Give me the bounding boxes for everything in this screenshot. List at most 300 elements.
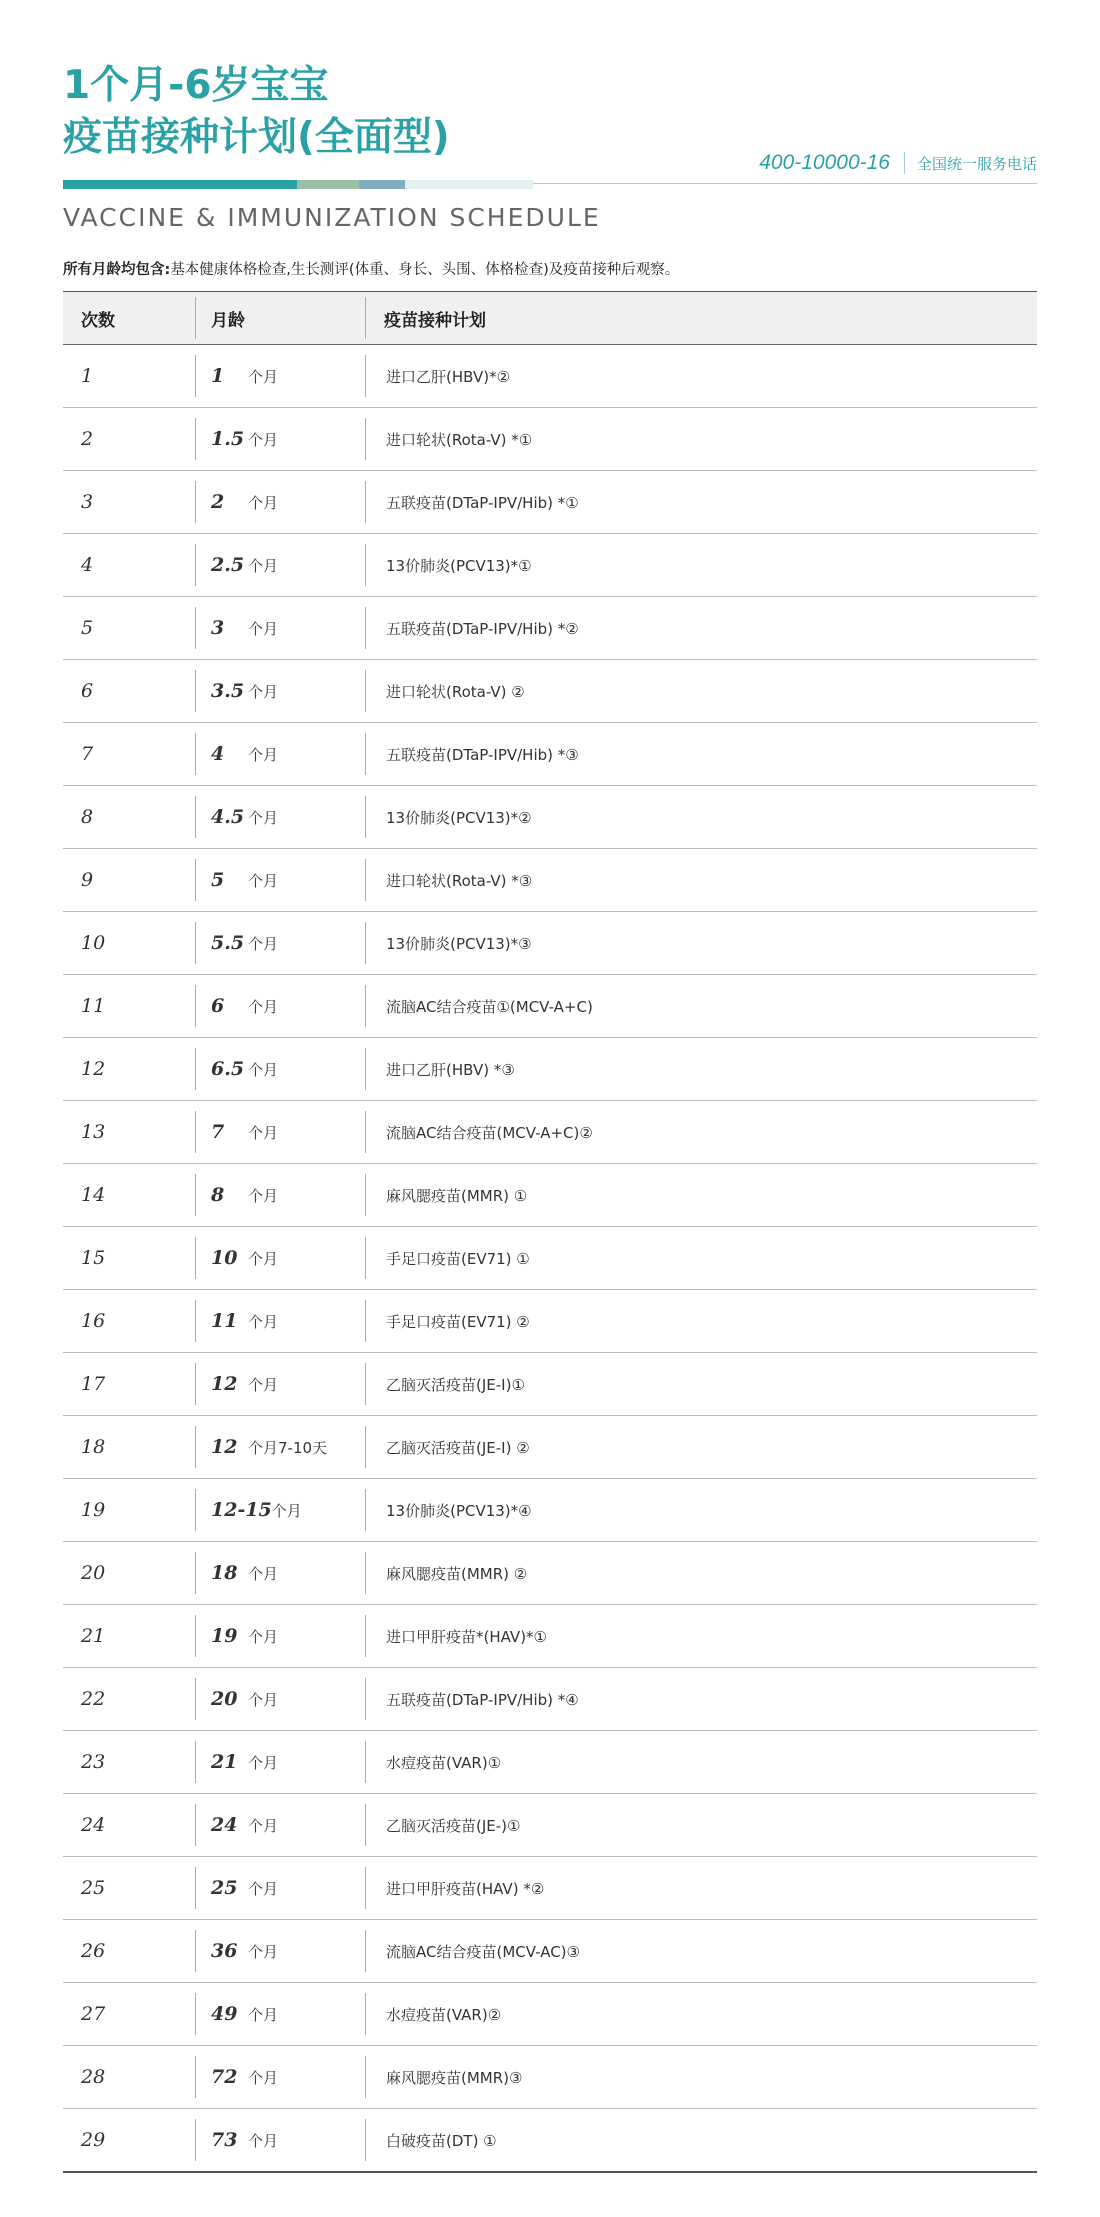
row-age-value: 7 <box>211 1121 225 1143</box>
row-age-unit: 个月 <box>248 808 279 827</box>
column-divider <box>365 1426 366 1468</box>
column-divider <box>365 1867 366 1909</box>
row-age <box>211 1668 278 1730</box>
row-age-unit: 个月 <box>248 1942 279 1961</box>
page-title <box>63 60 450 164</box>
table-row <box>63 1857 1037 1920</box>
row-vaccine-name: 进口轮状(Rota-V) *① <box>386 430 533 449</box>
column-divider <box>365 544 366 586</box>
table-row <box>63 597 1037 660</box>
row-vaccine <box>386 723 579 785</box>
row-age <box>211 1353 278 1415</box>
row-age-unit: 个月 <box>248 1690 279 1709</box>
row-count-value: 20 <box>81 1562 106 1584</box>
row-vaccine-name: 13价肺炎(PCV13)*② <box>386 808 532 827</box>
row-age-value: 1.5 <box>211 428 245 450</box>
row-age-unit: 个月7-10天 <box>248 1438 328 1457</box>
table-row <box>63 1731 1037 1794</box>
row-age-unit: 个月 <box>248 1564 279 1583</box>
row-vaccine-name: 进口轮状(Rota-V) ② <box>386 682 525 701</box>
row-count <box>81 1290 105 1352</box>
table-row <box>63 1479 1037 1542</box>
column-divider <box>195 2056 196 2098</box>
row-age <box>211 975 278 1037</box>
schedule-note <box>63 258 679 279</box>
column-divider <box>365 607 366 649</box>
row-vaccine <box>386 1542 527 1604</box>
row-age-unit: 个月 <box>248 2131 279 2150</box>
row-count-value: 7 <box>81 743 94 765</box>
column-divider <box>365 922 366 964</box>
row-vaccine-name: 乙脑灭活疫苗(JE-I)① <box>386 1375 525 1394</box>
row-count <box>81 534 93 596</box>
row-vaccine-name: 五联疫苗(DTaP-IPV/Hib) *③ <box>386 745 579 764</box>
row-vaccine <box>386 1857 544 1919</box>
column-divider <box>365 670 366 712</box>
row-vaccine <box>386 912 532 974</box>
row-age <box>211 1605 278 1667</box>
row-age <box>211 534 278 596</box>
accent-bar-segment-teal <box>63 180 297 189</box>
row-vaccine <box>386 1605 547 1667</box>
row-count <box>81 1479 105 1541</box>
row-age-value: 49 <box>211 2003 238 2025</box>
row-vaccine-name: 白破疫苗(DT) ① <box>386 2131 497 2150</box>
row-age-unit: 个月 <box>248 367 279 386</box>
row-age <box>211 408 278 470</box>
row-vaccine <box>386 1920 580 1982</box>
column-divider <box>195 859 196 901</box>
row-age-unit: 个月 <box>248 997 279 1016</box>
column-divider <box>365 1489 366 1531</box>
row-age-unit: 个月 <box>248 745 279 764</box>
table-row <box>63 1542 1037 1605</box>
row-vaccine <box>386 345 510 407</box>
row-vaccine-name: 麻风腮疫苗(MMR)③ <box>386 2068 523 2087</box>
row-vaccine-name: 水痘疫苗(VAR)② <box>386 2005 502 2024</box>
row-age-value: 18 <box>211 1562 238 1584</box>
row-age-value: 3 <box>211 617 225 639</box>
row-count <box>81 1542 105 1604</box>
accent-bar-segment-steel <box>359 180 405 189</box>
accent-bar-segment-pale <box>405 180 533 189</box>
column-divider <box>195 733 196 775</box>
row-count-value: 4 <box>81 554 94 576</box>
column-divider <box>195 607 196 649</box>
column-divider <box>195 418 196 460</box>
row-vaccine-name: 麻风腮疫苗(MMR) ① <box>386 1186 528 1205</box>
row-age <box>211 1038 278 1100</box>
row-age-value: 1 <box>211 365 225 387</box>
row-age <box>211 1164 278 1226</box>
hotline-label: 全国统一服务电话 <box>916 154 1037 173</box>
table-row <box>63 912 1037 975</box>
column-divider <box>365 1993 366 2035</box>
column-divider <box>365 1300 366 1342</box>
row-vaccine <box>386 1794 520 1856</box>
column-divider <box>365 418 366 460</box>
row-age <box>211 597 278 659</box>
row-age-unit: 个月 <box>248 1123 279 1142</box>
row-age-unit: 个月 <box>248 556 279 575</box>
row-age <box>211 1479 302 1541</box>
table-row <box>63 975 1037 1038</box>
row-vaccine-name: 水痘疫苗(VAR)① <box>386 1753 502 1772</box>
row-age-unit: 个月 <box>271 1501 302 1520</box>
row-count <box>81 912 105 974</box>
row-count <box>81 660 93 722</box>
row-count-value: 25 <box>81 1877 106 1899</box>
row-age <box>211 1227 278 1289</box>
row-age <box>211 1101 278 1163</box>
row-age-unit: 个月 <box>248 1816 279 1835</box>
column-divider <box>195 297 196 339</box>
column-divider <box>365 1741 366 1783</box>
row-age-unit: 个月 <box>248 493 279 512</box>
column-divider <box>195 1930 196 1972</box>
row-vaccine-name: 麻风腮疫苗(MMR) ② <box>386 1564 528 1583</box>
schedule-page <box>63 0 1037 2217</box>
row-age <box>211 2046 278 2108</box>
row-count-value: 1 <box>81 365 94 387</box>
row-vaccine <box>386 1668 579 1730</box>
hotline <box>759 151 1037 175</box>
row-age-unit: 个月 <box>248 1060 279 1079</box>
column-divider <box>365 1048 366 1090</box>
row-vaccine-name: 进口甲肝疫苗(HAV) *② <box>386 1879 545 1898</box>
column-divider <box>365 297 366 339</box>
row-count <box>81 1227 105 1289</box>
row-count-value: 19 <box>81 1499 106 1521</box>
row-age-value: 20 <box>211 1688 238 1710</box>
row-count <box>81 1794 105 1856</box>
column-divider <box>195 1741 196 1783</box>
row-age-unit: 个月 <box>248 682 279 701</box>
row-count <box>81 975 105 1037</box>
row-count-value: 8 <box>81 806 94 828</box>
row-age-value: 12 <box>211 1436 238 1458</box>
table-row <box>63 1227 1037 1290</box>
row-vaccine <box>386 786 532 848</box>
table-body <box>63 345 1037 2173</box>
table-row <box>63 1101 1037 1164</box>
row-age-unit: 个月 <box>248 1753 279 1772</box>
row-vaccine-name: 13价肺炎(PCV13)*④ <box>386 1501 532 1520</box>
row-count <box>81 1920 105 1982</box>
column-divider <box>195 1363 196 1405</box>
column-divider <box>195 1174 196 1216</box>
row-count <box>81 1038 105 1100</box>
row-vaccine <box>386 1416 530 1478</box>
row-vaccine-name: 进口乙肝(HBV)*② <box>386 367 511 386</box>
column-divider <box>195 1804 196 1846</box>
table-row <box>63 1794 1037 1857</box>
row-age-unit: 个月 <box>248 2068 279 2087</box>
row-count-value: 21 <box>81 1625 106 1647</box>
table-row <box>63 1983 1037 2046</box>
row-count-value: 27 <box>81 2003 106 2025</box>
row-age-unit: 个月 <box>248 619 279 638</box>
row-count-value: 17 <box>81 1373 106 1395</box>
row-count <box>81 408 93 470</box>
row-vaccine-name: 手足口疫苗(EV71) ② <box>386 1312 530 1331</box>
column-divider <box>195 1111 196 1153</box>
row-age-value: 12-15 <box>211 1499 272 1521</box>
row-count-value: 10 <box>81 932 106 954</box>
column-divider <box>195 544 196 586</box>
schedule-table <box>63 291 1037 2173</box>
row-count <box>81 471 93 533</box>
column-divider <box>365 1174 366 1216</box>
table-row <box>63 660 1037 723</box>
row-count <box>81 1668 105 1730</box>
row-age <box>211 786 278 848</box>
row-age-value: 36 <box>211 1940 238 1962</box>
row-age-value: 21 <box>211 1751 238 1773</box>
row-age <box>211 1983 278 2045</box>
column-divider <box>195 1678 196 1720</box>
row-vaccine <box>386 534 532 596</box>
column-divider <box>365 859 366 901</box>
row-age-value: 19 <box>211 1625 238 1647</box>
row-age-value: 8 <box>211 1184 225 1206</box>
column-divider <box>365 1804 366 1846</box>
row-vaccine <box>386 2109 497 2171</box>
row-count-value: 15 <box>81 1247 106 1269</box>
table-row <box>63 345 1037 408</box>
row-vaccine <box>386 1038 515 1100</box>
row-count-value: 2 <box>81 428 94 450</box>
row-vaccine-name: 流脑AC结合疫苗(MCV-AC)③ <box>386 1942 580 1961</box>
row-vaccine <box>386 597 579 659</box>
row-count-value: 9 <box>81 869 94 891</box>
row-age <box>211 1731 278 1793</box>
row-age-value: 5 <box>211 869 225 891</box>
row-age-unit: 个月 <box>248 1879 279 1898</box>
row-age-unit: 个月 <box>248 871 279 890</box>
table-row <box>63 408 1037 471</box>
row-count-value: 22 <box>81 1688 106 1710</box>
row-count-value: 26 <box>81 1940 106 1962</box>
row-age-value: 4 <box>211 743 225 765</box>
row-age-value: 6.5 <box>211 1058 245 1080</box>
row-count <box>81 597 93 659</box>
row-vaccine-name: 进口轮状(Rota-V) *③ <box>386 871 533 890</box>
column-divider <box>195 1048 196 1090</box>
row-count <box>81 1605 105 1667</box>
row-age <box>211 849 278 911</box>
column-divider <box>195 355 196 397</box>
row-count-value: 6 <box>81 680 94 702</box>
accent-line <box>533 183 1037 184</box>
row-count-value: 18 <box>81 1436 106 1458</box>
row-count <box>81 1983 105 2045</box>
row-vaccine-name: 五联疫苗(DTaP-IPV/Hib) *④ <box>386 1690 579 1709</box>
row-age-value: 2.5 <box>211 554 245 576</box>
row-vaccine <box>386 1479 532 1541</box>
table-row <box>63 534 1037 597</box>
column-divider <box>195 1867 196 1909</box>
row-age-unit: 个月 <box>248 430 279 449</box>
row-count <box>81 2109 105 2171</box>
row-count-value: 14 <box>81 1184 106 1206</box>
row-vaccine <box>386 1164 527 1226</box>
hotline-divider <box>904 152 905 174</box>
row-vaccine <box>386 1227 530 1289</box>
row-age <box>211 1290 278 1352</box>
page-title-line-1: 1个月-6岁宝宝 <box>63 63 329 108</box>
table-row <box>63 1038 1037 1101</box>
row-age-unit: 个月 <box>248 1312 279 1331</box>
row-vaccine <box>386 1353 525 1415</box>
row-age <box>211 1794 278 1856</box>
row-age-value: 4.5 <box>211 806 245 828</box>
column-divider <box>365 481 366 523</box>
column-divider <box>365 1930 366 1972</box>
column-divider <box>365 1678 366 1720</box>
column-divider <box>365 2056 366 2098</box>
row-count-value: 24 <box>81 1814 106 1836</box>
row-count <box>81 1416 105 1478</box>
column-divider <box>365 985 366 1027</box>
row-vaccine <box>386 849 532 911</box>
hotline-number[interactable]: 400-10000-16 <box>759 151 890 174</box>
row-age-unit: 个月 <box>248 934 279 953</box>
column-divider <box>365 1111 366 1153</box>
row-age-value: 12 <box>211 1373 238 1395</box>
row-count-value: 23 <box>81 1751 106 1773</box>
table-row <box>63 471 1037 534</box>
column-divider <box>195 1426 196 1468</box>
row-age <box>211 471 278 533</box>
column-divider <box>365 1237 366 1279</box>
row-vaccine-name: 流脑AC结合疫苗(MCV-A+C)② <box>386 1123 593 1142</box>
column-divider <box>195 922 196 964</box>
row-age <box>211 1857 278 1919</box>
row-vaccine <box>386 408 532 470</box>
row-age-unit: 个月 <box>248 1375 279 1394</box>
table-row <box>63 2046 1037 2109</box>
row-age <box>211 345 278 407</box>
row-age-value: 11 <box>211 1310 238 1332</box>
column-divider <box>195 1300 196 1342</box>
column-divider <box>365 1363 366 1405</box>
table-row <box>63 1416 1037 1479</box>
row-age-value: 6 <box>211 995 225 1017</box>
table-row <box>63 723 1037 786</box>
table-row <box>63 1353 1037 1416</box>
table-row <box>63 1164 1037 1227</box>
table-row <box>63 1605 1037 1668</box>
row-vaccine-name: 手足口疫苗(EV71) ① <box>386 1249 530 1268</box>
column-divider <box>195 1615 196 1657</box>
row-vaccine <box>386 1731 501 1793</box>
column-divider <box>365 796 366 838</box>
row-count <box>81 723 93 785</box>
row-age-value: 10 <box>211 1247 238 1269</box>
schedule-note-text: 基本健康体格检查,生长测评(体重、身长、头围、体格检查)及疫苗接种后观察。 <box>170 262 680 278</box>
row-vaccine-name: 流脑AC结合疫苗①(MCV-A+C) <box>386 997 593 1016</box>
accent-bar-segment-sage <box>297 180 359 189</box>
row-age-unit: 个月 <box>248 1186 279 1205</box>
row-count-value: 29 <box>81 2129 106 2151</box>
row-vaccine <box>386 1290 530 1352</box>
row-age <box>211 2109 278 2171</box>
table-row <box>63 1920 1037 1983</box>
column-divider <box>195 481 196 523</box>
row-count-value: 5 <box>81 617 94 639</box>
table-row <box>63 2109 1037 2173</box>
row-age-value: 5.5 <box>211 932 245 954</box>
accent-bar <box>63 180 1037 189</box>
page-title-line-2: 疫苗接种计划(全面型) <box>63 115 450 160</box>
column-divider <box>365 355 366 397</box>
table-header <box>63 292 1037 345</box>
column-divider <box>195 2119 196 2161</box>
column-divider <box>195 1237 196 1279</box>
header-plan: 疫苗接种计划 <box>384 310 486 331</box>
row-age <box>211 1920 278 1982</box>
row-count-value: 16 <box>81 1310 106 1332</box>
row-vaccine <box>386 471 579 533</box>
column-divider <box>365 733 366 775</box>
row-age <box>211 1416 327 1478</box>
row-count-value: 11 <box>81 995 106 1017</box>
row-age-unit: 个月 <box>248 2005 279 2024</box>
row-count <box>81 345 93 407</box>
table-row <box>63 1668 1037 1731</box>
row-count-value: 28 <box>81 2066 106 2088</box>
table-row <box>63 849 1037 912</box>
table-row <box>63 1290 1037 1353</box>
row-vaccine <box>386 1101 593 1163</box>
column-divider <box>195 1489 196 1531</box>
row-age-value: 24 <box>211 1814 238 1836</box>
row-vaccine <box>386 660 525 722</box>
row-vaccine-name: 乙脑灭活疫苗(JE-)① <box>386 1816 521 1835</box>
row-age-value: 3.5 <box>211 680 245 702</box>
column-divider <box>365 2119 366 2161</box>
row-age-value: 25 <box>211 1877 238 1899</box>
row-vaccine <box>386 975 593 1037</box>
page-subtitle: VACCINE & IMMUNIZATION SCHEDULE <box>63 203 601 232</box>
row-age <box>211 660 278 722</box>
row-age <box>211 723 278 785</box>
column-divider <box>195 1993 196 2035</box>
row-count <box>81 786 93 848</box>
column-divider <box>195 670 196 712</box>
row-count <box>81 1101 105 1163</box>
row-vaccine <box>386 1983 501 2045</box>
row-age-value: 2 <box>211 491 225 513</box>
column-divider <box>195 1552 196 1594</box>
row-age-value: 72 <box>211 2066 238 2088</box>
row-count <box>81 849 93 911</box>
column-divider <box>365 1552 366 1594</box>
row-count <box>81 1731 105 1793</box>
row-vaccine <box>386 2046 522 2108</box>
schedule-note-lead: 所有月龄均包含: <box>63 262 171 278</box>
row-count-value: 12 <box>81 1058 106 1080</box>
row-count-value: 3 <box>81 491 94 513</box>
table-row <box>63 786 1037 849</box>
row-age-value: 73 <box>211 2129 238 2151</box>
row-count <box>81 1353 105 1415</box>
row-vaccine-name: 进口甲肝疫苗*(HAV)*① <box>386 1627 547 1646</box>
row-age-unit: 个月 <box>248 1249 279 1268</box>
row-count <box>81 2046 105 2108</box>
row-vaccine-name: 进口乙肝(HBV) *③ <box>386 1060 515 1079</box>
